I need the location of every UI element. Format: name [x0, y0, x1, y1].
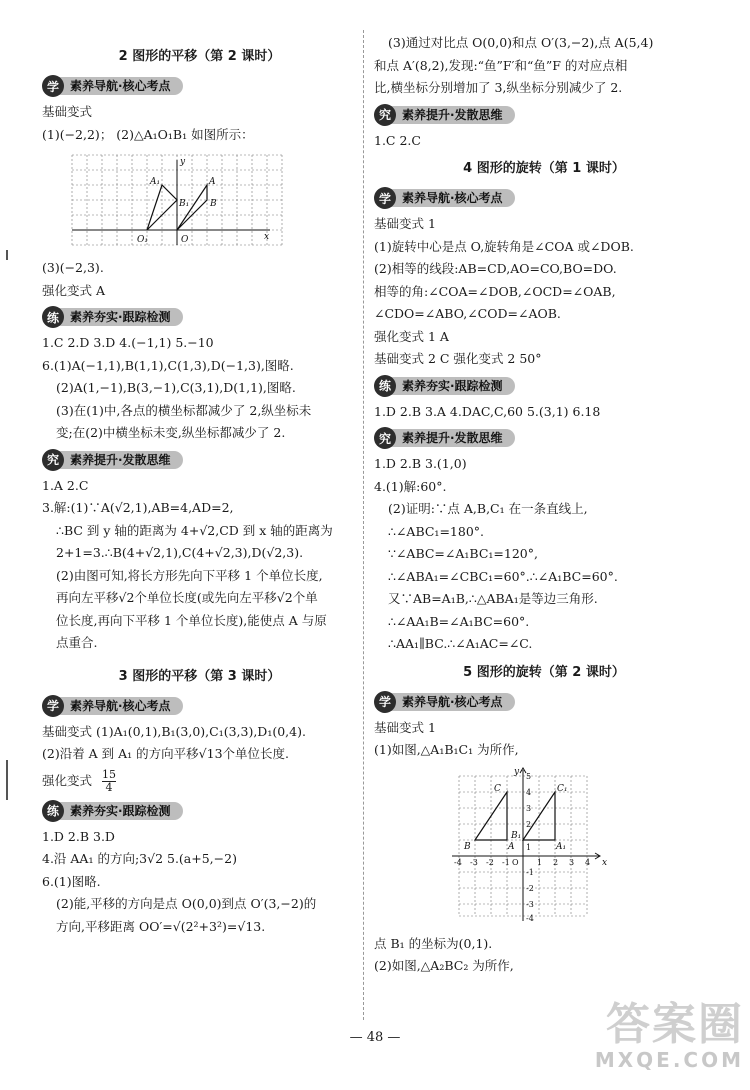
- point-label-b1: B₁: [179, 199, 190, 209]
- bar-label: 素养提升·发散思维: [54, 451, 183, 469]
- scan-mark: [6, 760, 8, 800]
- text-line: 2+1=3.∴B(4+√2,1),C(4+√2,3),D(√2,3).: [56, 545, 304, 560]
- point-label-a1: A₁: [556, 841, 567, 852]
- text-line: 点 B₁ 的坐标为(0,1).: [374, 935, 493, 951]
- text-line: (1)(−2,2)； (2)△A₁O₁B₁ 如图所示：: [42, 126, 254, 142]
- text-line: ∴∠ABA₁=∠CBC₁=60°.∴∠A₁BC=60°.: [388, 568, 618, 584]
- x-tick: -4: [454, 857, 462, 867]
- text-line: 强化变式 A: [42, 282, 106, 298]
- text-line: 基础变式 (1)A₁(0,1),B₁(3,0),C₁(3,3),D₁(0,4).: [42, 723, 306, 739]
- bar-label: 素养提升·发散思维: [386, 429, 515, 447]
- x-tick: 3: [569, 857, 575, 867]
- point-label-o1: O₁: [137, 235, 148, 245]
- point-label-c1: C₁: [557, 783, 568, 794]
- text-line: (1)如图,△A₁B₁C₁ 为所作,: [374, 742, 519, 757]
- jiu-badge-icon: 究: [374, 427, 396, 449]
- text-line: 强化变式 1 A: [374, 328, 449, 344]
- lian-badge-icon: 练: [42, 306, 64, 328]
- text-line: (2)相等的线段:AB=CD,AO=CO,BO=DO.: [374, 261, 617, 276]
- rotation-figure-svg: [444, 766, 614, 926]
- x-tick: 1: [537, 857, 543, 867]
- y-tick: -4: [526, 913, 534, 923]
- section-title: 4 图形的旋转（第 1 课时）: [463, 161, 625, 176]
- bar-label: 素养导航·核心考点: [386, 189, 515, 207]
- text-line: 基础变式 1: [374, 719, 436, 735]
- axis-label-x: x: [602, 857, 608, 868]
- y-tick: -3: [526, 899, 534, 909]
- y-tick: 5: [526, 771, 532, 781]
- text-line: ∵∠ABC=∠A₁BC₁=120°,: [388, 546, 538, 561]
- fraction-denominator: 4: [105, 780, 113, 794]
- text-line-fraction: [42, 766, 357, 796]
- point-label-a1: A₁: [150, 177, 161, 187]
- point-label-b: B: [464, 841, 471, 852]
- text-line: 再向左平移√2个单位长度(或先向左平移√2个单: [56, 590, 318, 605]
- lian-badge-icon: 练: [374, 375, 396, 397]
- text-line: (2)沿着 A 到 A₁ 的方向平移√13个单位长度.: [42, 746, 290, 761]
- origin-label: O: [512, 857, 519, 867]
- point-label-c: C: [494, 783, 501, 794]
- bar-label: 素养提升·发散思维: [386, 106, 515, 124]
- text-line: 1.D 2.B 3.(1,0): [374, 456, 467, 471]
- text-line: 6.(1)A(−1,1),B(1,1),C(1,3),D(−1,3),图略.: [42, 357, 294, 373]
- x-tick: 2: [553, 857, 559, 867]
- text-line: 1.A 2.C: [42, 477, 89, 493]
- section-title: 5 图形的旋转（第 2 课时）: [463, 664, 625, 680]
- xue-badge-icon: 学: [374, 691, 396, 713]
- section-bar-jiu: [374, 104, 714, 126]
- text-line: 1.D 2.B 3.A 4.DAC,C,60 5.(3,1) 6.18: [374, 403, 601, 419]
- lian-badge-icon: 练: [42, 800, 64, 822]
- grid-figure-rotation: [444, 766, 714, 929]
- section-bar-lian: [42, 306, 357, 328]
- text-line: ∴∠AA₁B=∠A₁BC=60°.: [388, 613, 530, 629]
- bar-label: 素养夯实·跟踪检测: [386, 377, 515, 395]
- text-line: 相等的角:∠COA=∠DOB,∠OCD=∠OAB,: [374, 283, 616, 299]
- y-tick: 3: [526, 803, 532, 813]
- axis-label-x: x: [264, 232, 270, 242]
- point-label-a: A: [209, 177, 216, 187]
- text-line: 1.D 2.B 3.D: [42, 828, 115, 844]
- xue-badge-icon: 学: [42, 75, 64, 97]
- text-line: 方向,平移距离 OO′=√(2²+3²)=√13.: [56, 918, 266, 934]
- column-divider: [363, 30, 364, 1020]
- text-line: 位长度,再向下平移 1 个单位长度),能使点 A 与原: [56, 612, 327, 628]
- text-line: 1.C 2.C: [374, 132, 421, 148]
- bar-label: 素养导航·核心考点: [386, 693, 515, 711]
- bar-label: 素养夯实·跟踪检测: [54, 308, 183, 326]
- y-tick: 2: [526, 819, 532, 829]
- text-line: (3)通过对比点 O(0,0)和点 O′(3,−2),点 A(5,4): [388, 35, 654, 50]
- text-line: 3.解:(1)∵A(√2,1),AB=4,AD=2,: [42, 500, 234, 515]
- y-tick: -2: [526, 883, 534, 893]
- x-tick: -2: [486, 857, 494, 867]
- text-line: 基础变式: [42, 104, 93, 119]
- x-tick: -3: [470, 857, 478, 867]
- jiu-badge-icon: 究: [374, 104, 396, 126]
- grid-figure-translation: [42, 150, 357, 253]
- section-bar-xue: [42, 695, 357, 717]
- text-line: (1)旋转中心是点 O,旋转角是∠COA 或∠DOB.: [374, 238, 634, 254]
- left-column: [42, 40, 357, 938]
- scan-mark: [6, 250, 8, 260]
- point-label-o: O: [181, 235, 189, 245]
- text-line: 比,横坐标分别增加了 3,纵坐标分别减少了 2.: [374, 80, 623, 95]
- label: 强化变式: [42, 772, 93, 788]
- section-bar-xue: [374, 187, 714, 209]
- text-line: 变;在(2)中横坐标未变,纵坐标都减少了 2.: [56, 425, 286, 440]
- section-bar-xue: [42, 75, 357, 97]
- grid-figure-svg: [42, 150, 292, 250]
- watermark-url: MXQE.COM: [594, 1048, 744, 1072]
- text-line: 点重合.: [56, 635, 98, 650]
- section-bar-jiu: [42, 449, 357, 471]
- text-line: 1.C 2.D 3.D 4.(−1,1) 5.−10: [42, 335, 214, 350]
- section-bar-jiu: [374, 427, 714, 449]
- fraction: [102, 769, 116, 794]
- bar-label: 素养导航·核心考点: [54, 77, 183, 95]
- page-number: — 48 —: [349, 1030, 401, 1045]
- text-line: (2)能,平移的方向是点 O(0,0)到点 O′(3,−2)的: [56, 896, 317, 911]
- y-tick: 4: [526, 787, 532, 797]
- y-tick: -1: [526, 867, 534, 877]
- text-line: 又∵AB=A₁B,∴△ABA₁是等边三角形.: [388, 591, 598, 606]
- text-line: (2)A(1,−1),B(3,−1),C(3,1),D(1,1),图略.: [56, 380, 296, 395]
- text-line: ∴∠ABC₁=180°.: [388, 523, 485, 539]
- jiu-badge-icon: 究: [42, 449, 64, 471]
- section-bar-lian: [42, 800, 357, 822]
- text-line: (2)由图可知,将长方形先向下平移 1 个单位长度,: [56, 567, 323, 583]
- axis-label-y: y: [514, 766, 520, 777]
- x-tick: -1: [502, 857, 510, 867]
- y-tick: 1: [526, 842, 532, 852]
- bar-label: 素养导航·核心考点: [54, 697, 183, 715]
- section-title: 3 图形的平移（第 3 课时）: [118, 668, 281, 684]
- text-line: (3)(−2,3).: [42, 260, 104, 275]
- text-line: 基础变式 2 C 强化变式 2 50°: [374, 351, 542, 366]
- right-column: [374, 32, 714, 978]
- xue-badge-icon: 学: [374, 187, 396, 209]
- point-label-b1: B₁: [511, 830, 522, 841]
- section-bar-lian: [374, 375, 714, 397]
- text-line: 4.沿 AA₁ 的方向;3√2 5.(a+5,−2): [42, 851, 237, 866]
- text-line: ∴BC 到 y 轴的距离为 4+√2,CD 到 x 轴的距离为: [56, 522, 333, 538]
- axis-label-y: y: [180, 157, 186, 167]
- text-line: (2)证明:∵点 A,B,C₁ 在一条直线上,: [388, 501, 588, 516]
- xue-badge-icon: 学: [42, 695, 64, 717]
- text-line: ∴AA₁∥BC.∴∠A₁AC=∠C.: [388, 636, 533, 651]
- text-line: 基础变式 1: [374, 216, 436, 231]
- point-label-b: B: [210, 199, 217, 209]
- bar-label: 素养夯实·跟踪检测: [54, 802, 183, 820]
- text-line: (2)如图,△A₂BC₂ 为所作,: [374, 958, 514, 973]
- point-label-a: A: [508, 841, 515, 852]
- watermark-logo: [594, 999, 744, 1082]
- text-line: (3)在(1)中,各点的横坐标都减少了 2,纵坐标未: [56, 402, 312, 418]
- text-line: 6.(1)图略.: [42, 873, 101, 889]
- watermark-text: 答案圈: [606, 999, 744, 1050]
- section-bar-xue: [374, 691, 714, 713]
- section-title: 2 图形的平移（第 2 课时）: [118, 49, 281, 64]
- fraction-numerator: 15: [102, 767, 116, 781]
- text-line: 和点 A′(8,2),发现:“鱼”F′和“鱼”F 的对应点相: [374, 57, 628, 73]
- text-line: 4.(1)解:60°.: [374, 478, 447, 494]
- text-line: ∠CDO=∠ABO,∠COD=∠AOB.: [374, 306, 561, 321]
- tick-labels: [454, 772, 590, 923]
- x-tick: 4: [585, 857, 591, 867]
